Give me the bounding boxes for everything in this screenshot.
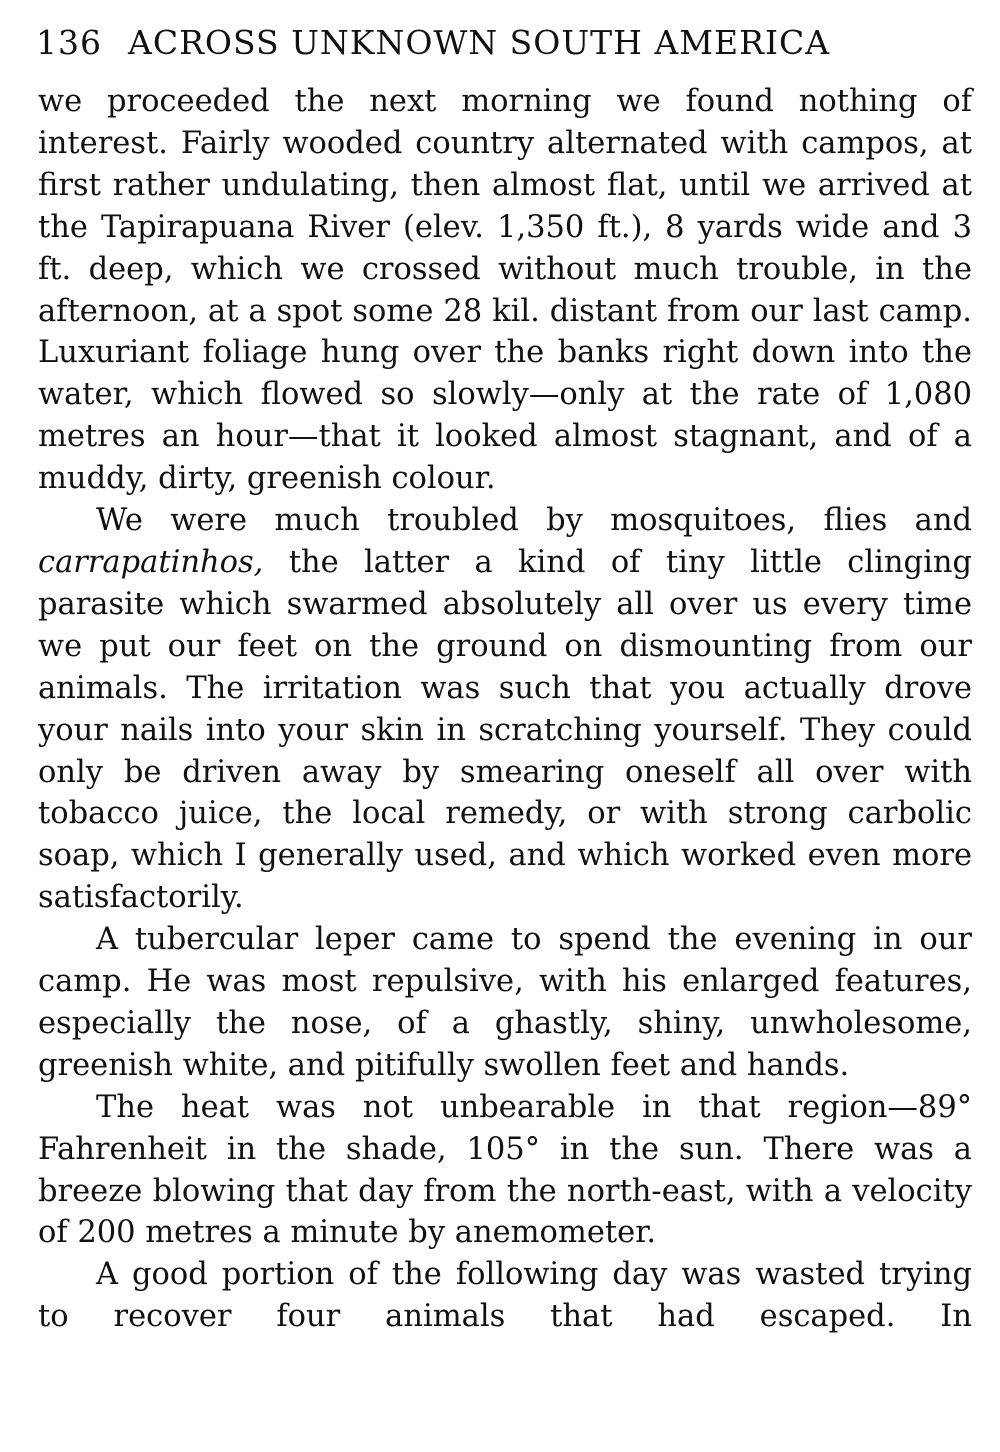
body-text [38, 81, 972, 1338]
paragraph-1: we proceeded the next morning we found nothing of interest. Fairly wooded country alternated with campos, at first rather undulating, then almost flat, until we arrived at the Tapirapuana River (elev. 1,350 ft.), 8 yards wide and 3 ft. deep, which we crossed without much trouble, in the afternoon, at a spot some 28 kil. distant from our last camp. Luxuriant foliage hung over the banks right down into the water, which flowed so slowly—only at the rate of 1,080 metres an hour—that it looked almost stagnant, and of a muddy, dirty, greenish colour. [38, 84, 972, 497]
running-title: ACROSS UNKNOWN SOUTH AMERICA [128, 23, 831, 62]
paragraph-2-lead: We were much troubled by mosquitoes, flies and [96, 503, 972, 539]
page-number: 136 [36, 23, 102, 62]
running-head [36, 20, 976, 66]
paragraph-2 [38, 500, 972, 919]
paragraph-4: The heat was not unbearable in that region—89° Fahrenheit in the shade, 105° in the sun. There was a breeze blowing that day from the north-east, with a velocity of 200 metres a minute by anemometer. [38, 1089, 972, 1251]
paragraph-3: A tubercular leper came to spend the evening in our camp. He was most repulsive, with his enlarged features, especially the nose, of a ghastly, shiny, unwholesome, greenish white, and pitifully swollen feet and hands. [38, 922, 972, 1083]
paragraph-5: A good portion of the following day was wasted trying to recover four animals that had escaped. In [38, 1257, 972, 1335]
paragraph-2-rest: the latter a kind of tiny little clinging parasite which swarmed absolutely all over us every time we put our feet on the ground on dismounting from our animals. The irritation was such that you actually drove your nails into your skin in scratching yourself. They could only be driven away by smearing oneself all over with tobacco juice, the local remedy, or with strong carbolic soap, which I generally used, and which worked even more satisfactorily. [38, 544, 972, 916]
paragraph-2-italic-term: carrapatinhos, [38, 544, 264, 580]
